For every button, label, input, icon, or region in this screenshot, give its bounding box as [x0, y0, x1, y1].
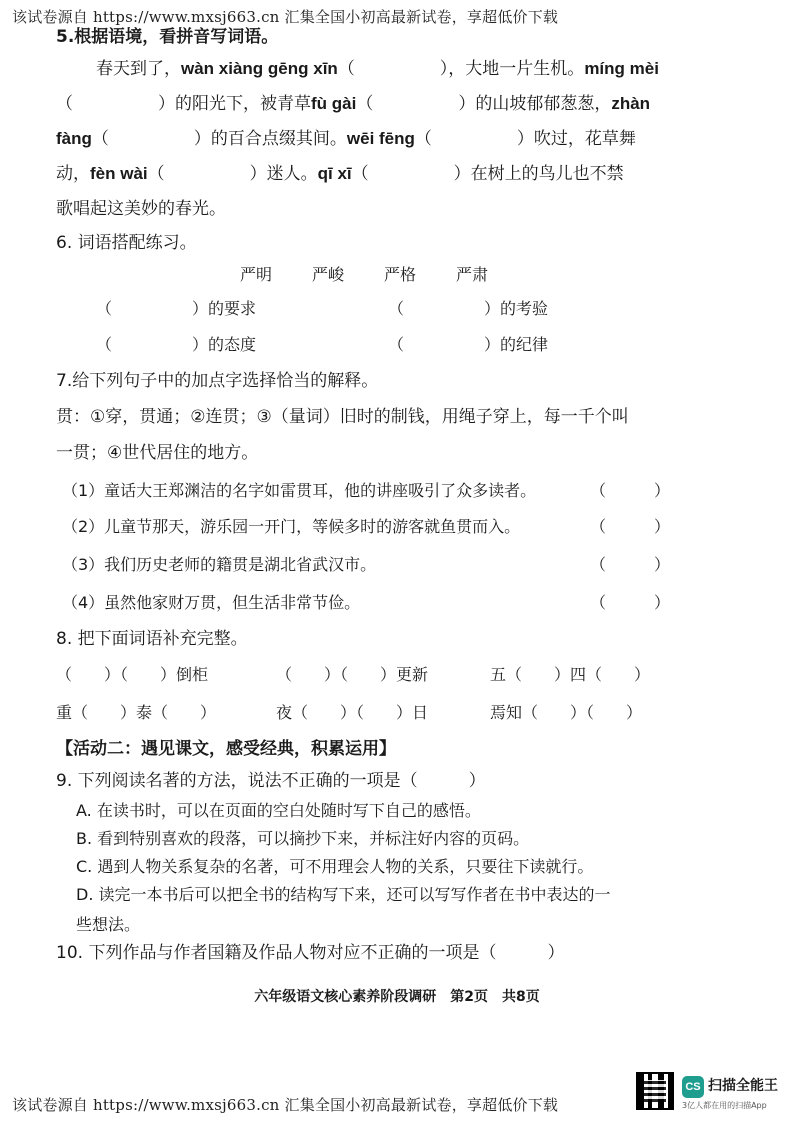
q6-blank: （ ）的考验 — [388, 299, 549, 318]
watermark-bottom: 该试卷源自 https://www.mxsj663.cn 汇集全国小初高最新试卷，享超低价下载 — [12, 1096, 559, 1114]
q9-option-c: C. 遇到人物关系复杂的名著，可不用理会人物的关系，只要往下读就行。 — [76, 857, 594, 876]
camscanner-logo-icon: CS — [682, 1076, 704, 1098]
q5-title: 5.根据语境，看拼音写词语。 — [56, 27, 279, 47]
q5-line-4 — [56, 163, 624, 185]
q5-line-5: 歌唱起这美妙的春光。 — [56, 199, 226, 219]
q5-pinyin: wàn xiàng gēng xīn — [181, 59, 338, 78]
q7-answer-blank: （ ） — [590, 517, 671, 536]
q6-word: 严肃 — [456, 265, 489, 284]
camscanner-subtitle: 3亿人都在用的扫描App — [682, 1101, 767, 1110]
q5-pinyin: fèn wài — [90, 164, 148, 183]
q8-idiom-blank: 焉知（ ）（ ） — [490, 703, 643, 722]
q5-blank: （ ）的山坡郁郁葱葱， — [356, 94, 612, 114]
camscanner-title: 扫描全能王 — [708, 1078, 778, 1094]
q7-item-1: （1）童话大王郑渊洁的名字如雷贯耳，他的讲座吸引了众多读者。 — [62, 481, 537, 500]
q6-blank: （ ）的态度 — [96, 335, 257, 354]
q7-answer-blank: （ ） — [590, 555, 671, 574]
page-footer: 六年级语文核心素养阶段调研 第2页 共8页 — [254, 989, 540, 1005]
q5-blank: （ ）的阳光下，被青草 — [56, 94, 311, 114]
q9-option-d-cont: 些想法。 — [76, 915, 141, 934]
q5-pinyin: qī xī — [317, 164, 352, 183]
q7-item-3: （3）我们历史老师的籍贯是湖北省武汉市。 — [62, 555, 377, 574]
q5-text: 春天到了， — [96, 59, 181, 79]
q7-definition-1: 贯：①穿，贯通；②连贯；③（量词）旧时的制钱，用绳子穿上，每一千个叫 — [56, 407, 629, 427]
q7-answer-blank: （ ） — [590, 481, 671, 500]
q6-blank: （ ）的要求 — [96, 299, 257, 318]
q9-title: 9. 下列阅读名著的方法，说法不正确的一项是（ ） — [56, 771, 486, 791]
watermark-top: 该试卷源自 https://www.mxsj663.cn 汇集全国小初高最新试卷，享超低价下载 — [12, 8, 559, 26]
q5-line-2 — [56, 93, 650, 115]
q5-text: 动， — [56, 164, 90, 184]
q8-idiom-blank: （ ）（ ）更新 — [276, 665, 429, 684]
q5-pinyin: fù gài — [311, 94, 357, 113]
q6-word: 严格 — [384, 265, 417, 284]
q5-line-1 — [96, 58, 659, 80]
activity-2-heading: 【活动二：遇见课文，感受经典，积累运用】 — [56, 739, 396, 759]
q6-title: 6. 词语搭配练习。 — [56, 233, 197, 253]
q8-idiom-blank: 五（ ）四（ ） — [490, 665, 651, 684]
q5-pinyin: míng mèi — [584, 59, 659, 78]
q8-title: 8. 把下面词语补充完整。 — [56, 629, 248, 649]
q5-line-3 — [56, 128, 636, 150]
q5-blank: （ ），大地一片生机。 — [337, 59, 585, 79]
qr-code-icon — [636, 1072, 674, 1110]
q7-item-2: （2）儿童节那天，游乐园一开门，等候多时的游客就鱼贯而入。 — [62, 517, 521, 536]
q6-word: 严峻 — [312, 265, 345, 284]
q7-definition-2: 一贯；④世代居住的地方。 — [56, 443, 259, 463]
q5-pinyin: fàng — [56, 129, 92, 148]
q8-idiom-blank: 夜（ ）（ ）日 — [276, 703, 429, 722]
q5-blank: （ ）迷人。 — [147, 164, 318, 184]
q9-option-d: D. 读完一本书后可以把全书的结构写下来，还可以写写作者在书中表达的一 — [76, 885, 611, 904]
q7-item-4: （4）虽然他家财万贯，但生活非常节俭。 — [62, 593, 361, 612]
q6-word: 严明 — [240, 265, 273, 284]
q5-blank: （ ）在树上的鸟儿也不禁 — [351, 164, 624, 184]
q5-pinyin: zhàn — [611, 94, 651, 113]
q5-pinyin: wēi fēng — [346, 129, 415, 148]
q10-title: 10. 下列作品与作者国籍及作品人物对应不正确的一项是（ ） — [56, 943, 565, 963]
q5-blank: （ ）的百合点缀其间。 — [91, 129, 347, 149]
q7-title: 7.给下列句子中的加点字选择恰当的解释。 — [56, 371, 379, 391]
q8-idiom-blank: 重（ ）泰（ ） — [56, 703, 217, 722]
q5-blank: （ ）吹过，花草舞 — [414, 129, 636, 149]
q9-option-b: B. 看到特别喜欢的段落，可以摘抄下来，并标注好内容的页码。 — [76, 829, 530, 848]
q9-option-a: A. 在读书时，可以在页面的空白处随时写下自己的感悟。 — [76, 801, 481, 820]
q7-answer-blank: （ ） — [590, 593, 671, 612]
q6-blank: （ ）的纪律 — [388, 335, 549, 354]
q8-idiom-blank: （ ）（ ）倒柜 — [56, 665, 209, 684]
